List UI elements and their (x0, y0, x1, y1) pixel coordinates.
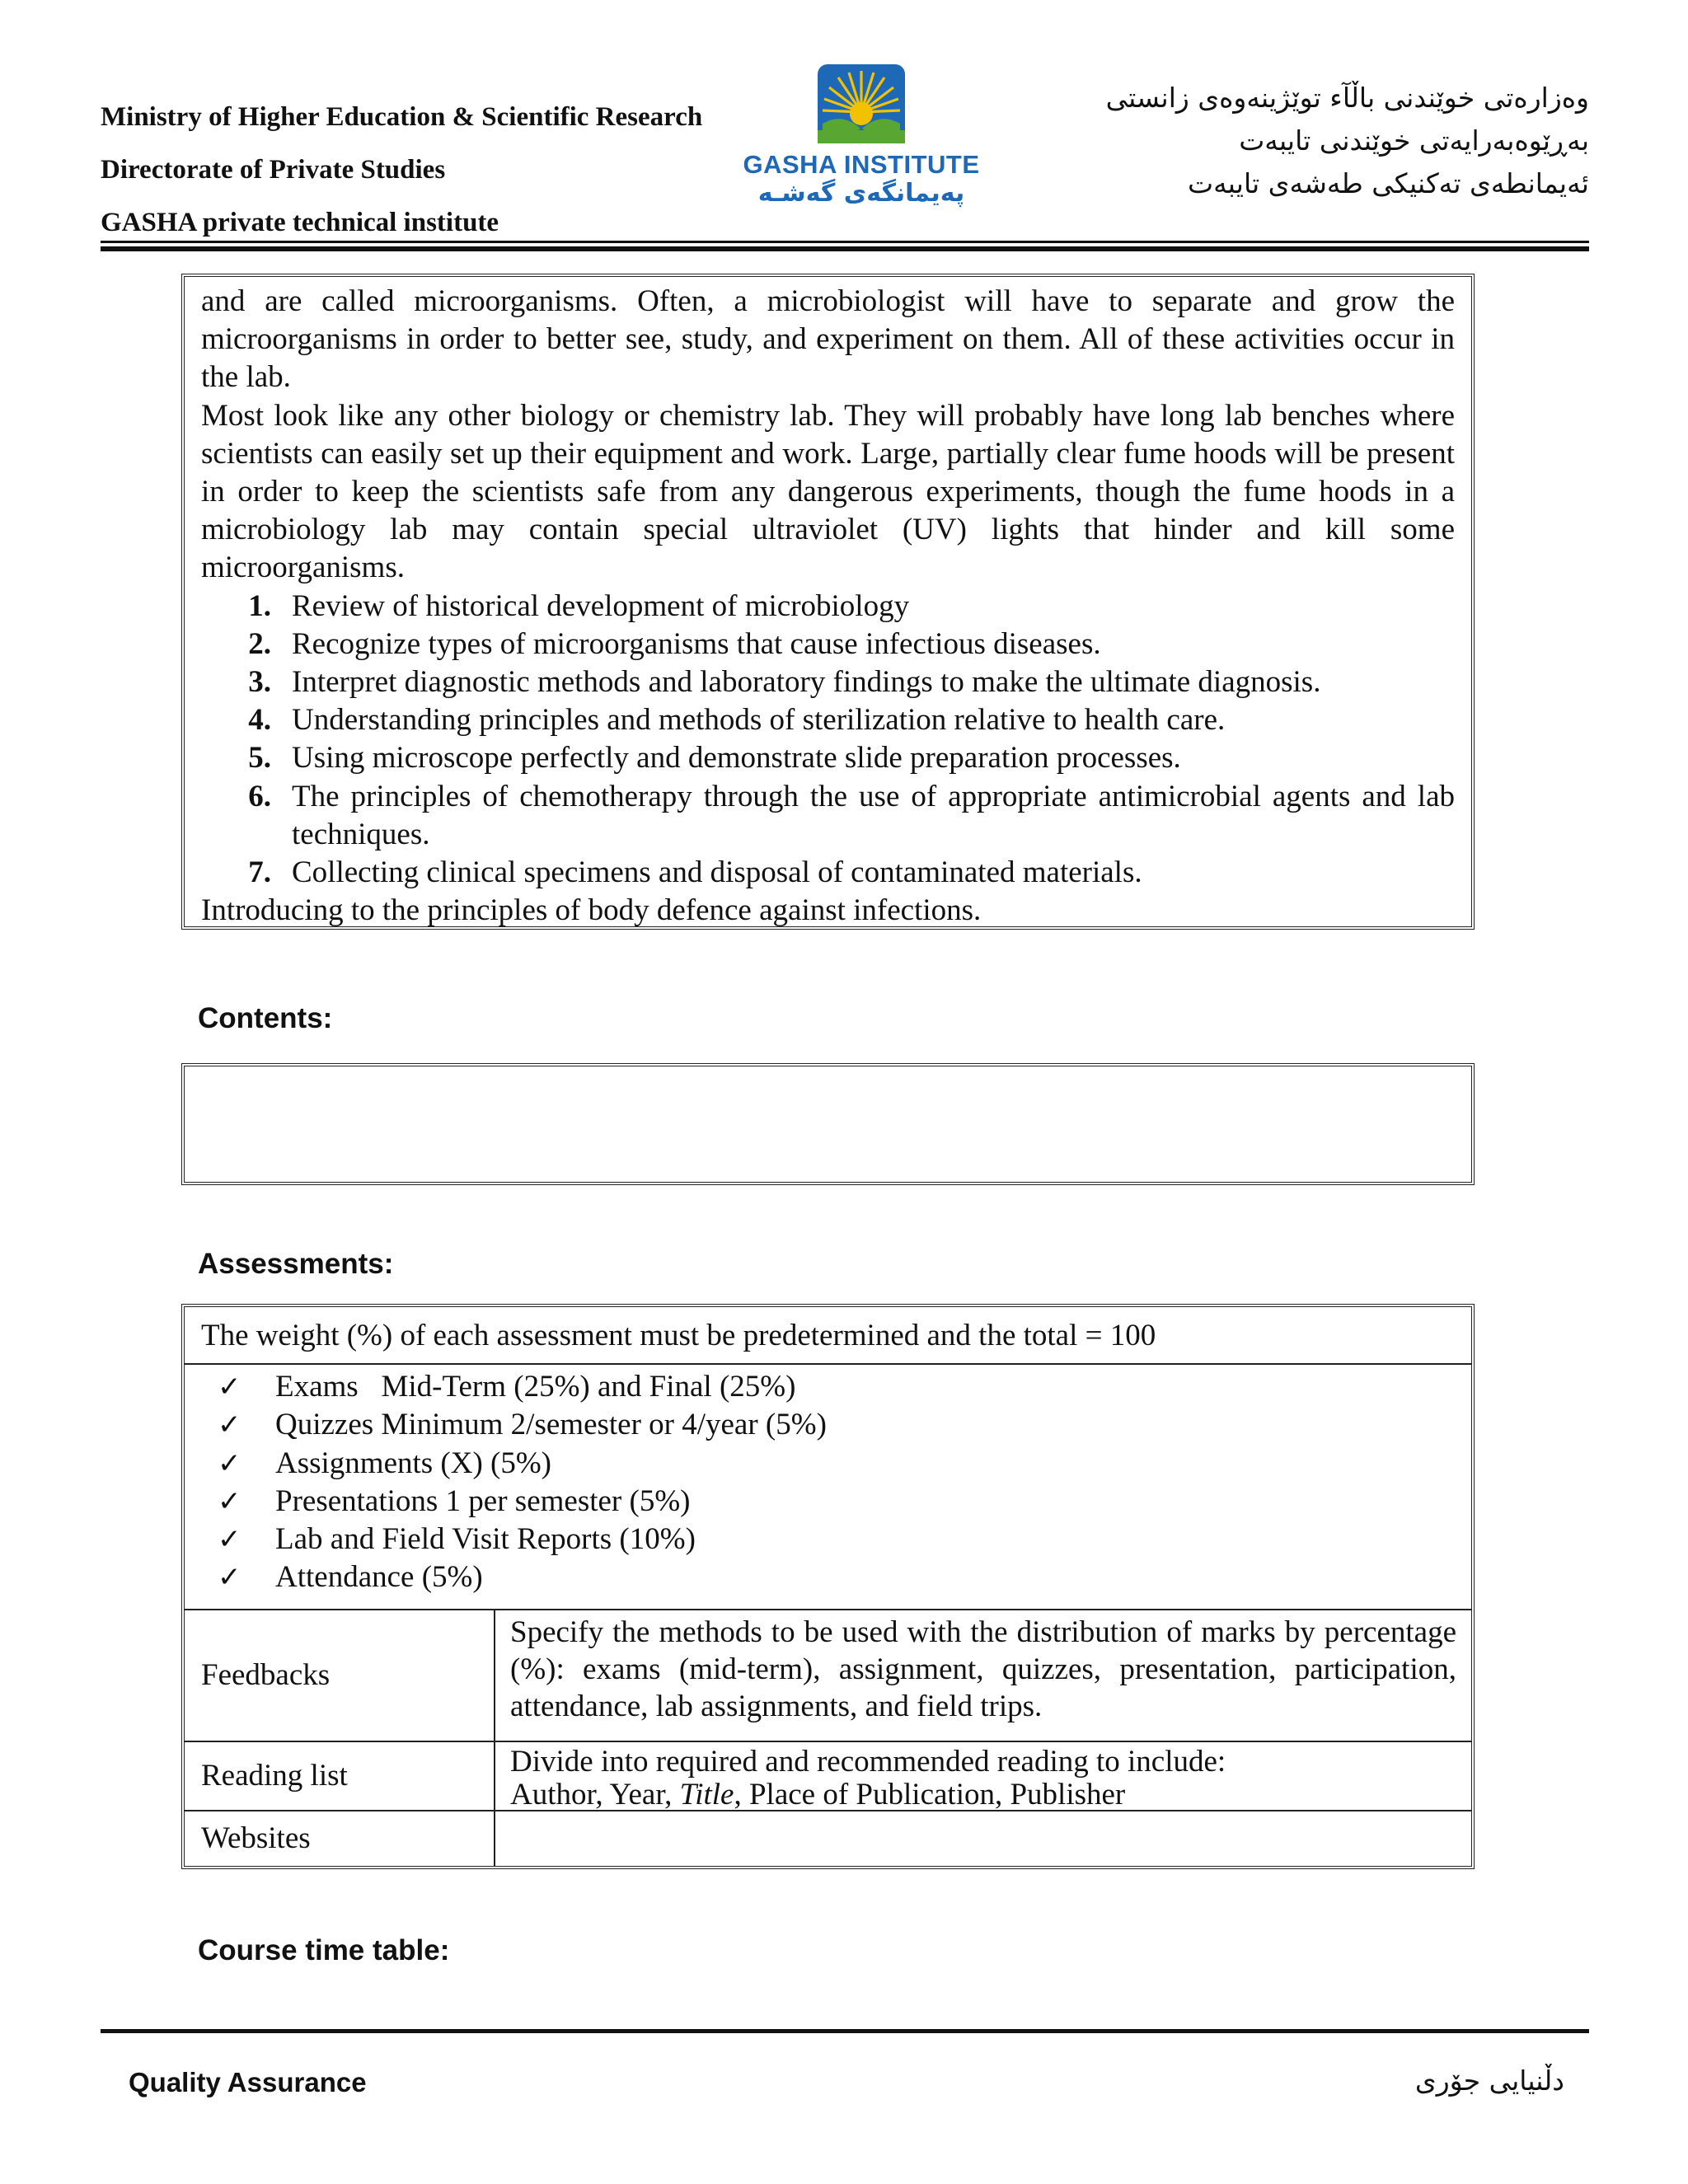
item-text: Using microscope perfectly and demonstrate slide preparation processes. (292, 741, 1181, 776)
check-item (218, 1483, 827, 1521)
item-text: Collecting clinical specimens and disposal of contaminated materials. (292, 855, 1142, 890)
list-item (201, 854, 1455, 892)
weight-note-row (185, 1307, 1471, 1363)
list-item (201, 701, 1455, 739)
header-left-block (101, 97, 809, 255)
item-text: Understanding principles and methods of sterilization relative to health care. (292, 703, 1226, 738)
list-item (201, 626, 1455, 663)
check-item-text: Assignments (X) (5%) (275, 1446, 552, 1480)
check-item (218, 1406, 827, 1444)
checklist-row (185, 1363, 1471, 1609)
header-rule-thin (101, 241, 1589, 243)
list-item (201, 778, 1455, 854)
item-number: 5. (248, 741, 271, 776)
check-item-text: Lab and Field Visit Reports (10%) (275, 1522, 696, 1557)
header-right-block (963, 78, 1589, 207)
reading-list-label: Reading list (185, 1742, 495, 1810)
logo-name-en: GASHA INSTITUTE (743, 150, 980, 179)
reading-list-text (495, 1742, 1471, 1810)
feedbacks-text: Specify the methods to be used with the distribution of marks by percentage (%): exams (mid-term), assignment, quizzes, presentation, participation, attendance, lab assignments, and field trips. (510, 1615, 1456, 1723)
institute-name-ku: ئەیمانطەی تەکنیکی طەشەی تایبەت (1188, 167, 1589, 199)
intro-paragraph: Most look like any other biology or chemistry lab. They will probably have long lab benches where scientists can easily set up their equipment and work. Large, partially clear fume hoods will be present in order to keep the scientists safe from any dangerous experiments, though the fume hoods in a microbiology lab may contain special ultraviolet (UV) lights that hinder and kill some microorganisms. (201, 398, 1455, 585)
assessments-table (181, 1304, 1475, 1869)
assessments-heading: Assessments: (198, 1248, 394, 1280)
timetable-heading: Course time table: (198, 1934, 450, 1966)
intro-paragraph: and are called microorganisms. Often, a microbiologist will have to separate and grow the microorganisms in order to better see, study, and experiment on them. All of these activities occur in the lab. (201, 284, 1455, 395)
item-number: 6. (248, 779, 271, 813)
footer-quality-assurance-ku: دڵنیایی جۆری (1414, 2064, 1564, 2097)
check-item-text: Exams Mid-Term (25%) and Final (25%) (275, 1370, 796, 1404)
check-item-text: Quizzes Minimum 2/semester or 4/year (5%) (275, 1408, 827, 1442)
gasha-logo (725, 64, 997, 237)
item-text: Recognize types of microorganisms that cause infectious diseases. (292, 626, 1101, 661)
item-text: Interpret diagnostic methods and laboratory findings to make the ultimate diagnosis. (292, 665, 1321, 700)
footer-rule (101, 2029, 1589, 2033)
check-item (218, 1521, 827, 1558)
sun-logo-icon (818, 64, 905, 143)
directorate-name: Directorate of Private Studies (101, 155, 446, 185)
directorate-name-ku: بەڕێوەبەرایەتی خوێندنی تایبەت (1239, 124, 1589, 157)
websites-row (185, 1810, 1471, 1866)
item-number: 2. (248, 626, 271, 661)
reading-line-2 (510, 1779, 1456, 1811)
check-item (218, 1445, 827, 1483)
reading-fields-a: Author, Year, (510, 1777, 680, 1811)
footer-quality-assurance: Quality Assurance (129, 2067, 367, 2097)
intro-box (181, 274, 1475, 930)
institute-name: GASHA private technical institute (101, 208, 499, 237)
checkmark-icon: ✓ (218, 1484, 241, 1518)
reading-line-1: Divide into required and recommended reading to include: (510, 1744, 1226, 1779)
contents-box (181, 1063, 1475, 1185)
item-number: 1. (248, 588, 271, 623)
weight-note: The weight (%) of each assessment must be predetermined and the total = 100 (201, 1318, 1156, 1352)
checkmark-icon: ✓ (218, 1523, 241, 1557)
list-item (201, 663, 1455, 701)
reading-fields-b: , Place of Publication, Publisher (734, 1777, 1126, 1811)
checkmark-icon: ✓ (218, 1561, 241, 1595)
header-rule-thick (101, 246, 1589, 251)
check-item-text: Attendance (5%) (275, 1560, 483, 1595)
item-text: The principles of chemotherapy through the use of appropriate antimicrobial agents and lab techniques. (292, 779, 1455, 851)
feedbacks-row (185, 1609, 1471, 1741)
websites-label: Websites (185, 1811, 495, 1866)
check-item (218, 1558, 827, 1596)
checkmark-icon: ✓ (218, 1446, 241, 1480)
intro-closing: Introducing to the principles of body defence against infections. (201, 893, 982, 928)
objectives-list (201, 588, 1455, 893)
item-text: Review of historical development of microbiology (292, 588, 910, 623)
ministry-name-ku: وەزارەتی خوێندنی باڵآء توێژینەوەی زانستی (1105, 82, 1589, 114)
item-number: 7. (248, 855, 271, 890)
checkmark-icon: ✓ (218, 1371, 241, 1404)
ministry-name: Ministry of Higher Education & Scientific Research (101, 102, 703, 132)
check-item-text: Presentations 1 per semester (5%) (275, 1483, 691, 1518)
check-item (218, 1368, 827, 1406)
assessment-checklist (185, 1365, 843, 1609)
reading-list-row (185, 1741, 1471, 1810)
feedbacks-label: Feedbacks (185, 1610, 495, 1741)
item-number: 3. (248, 665, 271, 700)
item-number: 4. (248, 703, 271, 738)
list-item (201, 739, 1455, 777)
reading-title-field: Title (679, 1777, 734, 1811)
checkmark-icon: ✓ (218, 1408, 241, 1442)
logo-name-ku: پەیمانگەی گەشـە (757, 179, 965, 208)
websites-value (495, 1811, 1471, 1866)
list-item (201, 588, 1455, 626)
contents-heading: Contents: (198, 1002, 333, 1034)
